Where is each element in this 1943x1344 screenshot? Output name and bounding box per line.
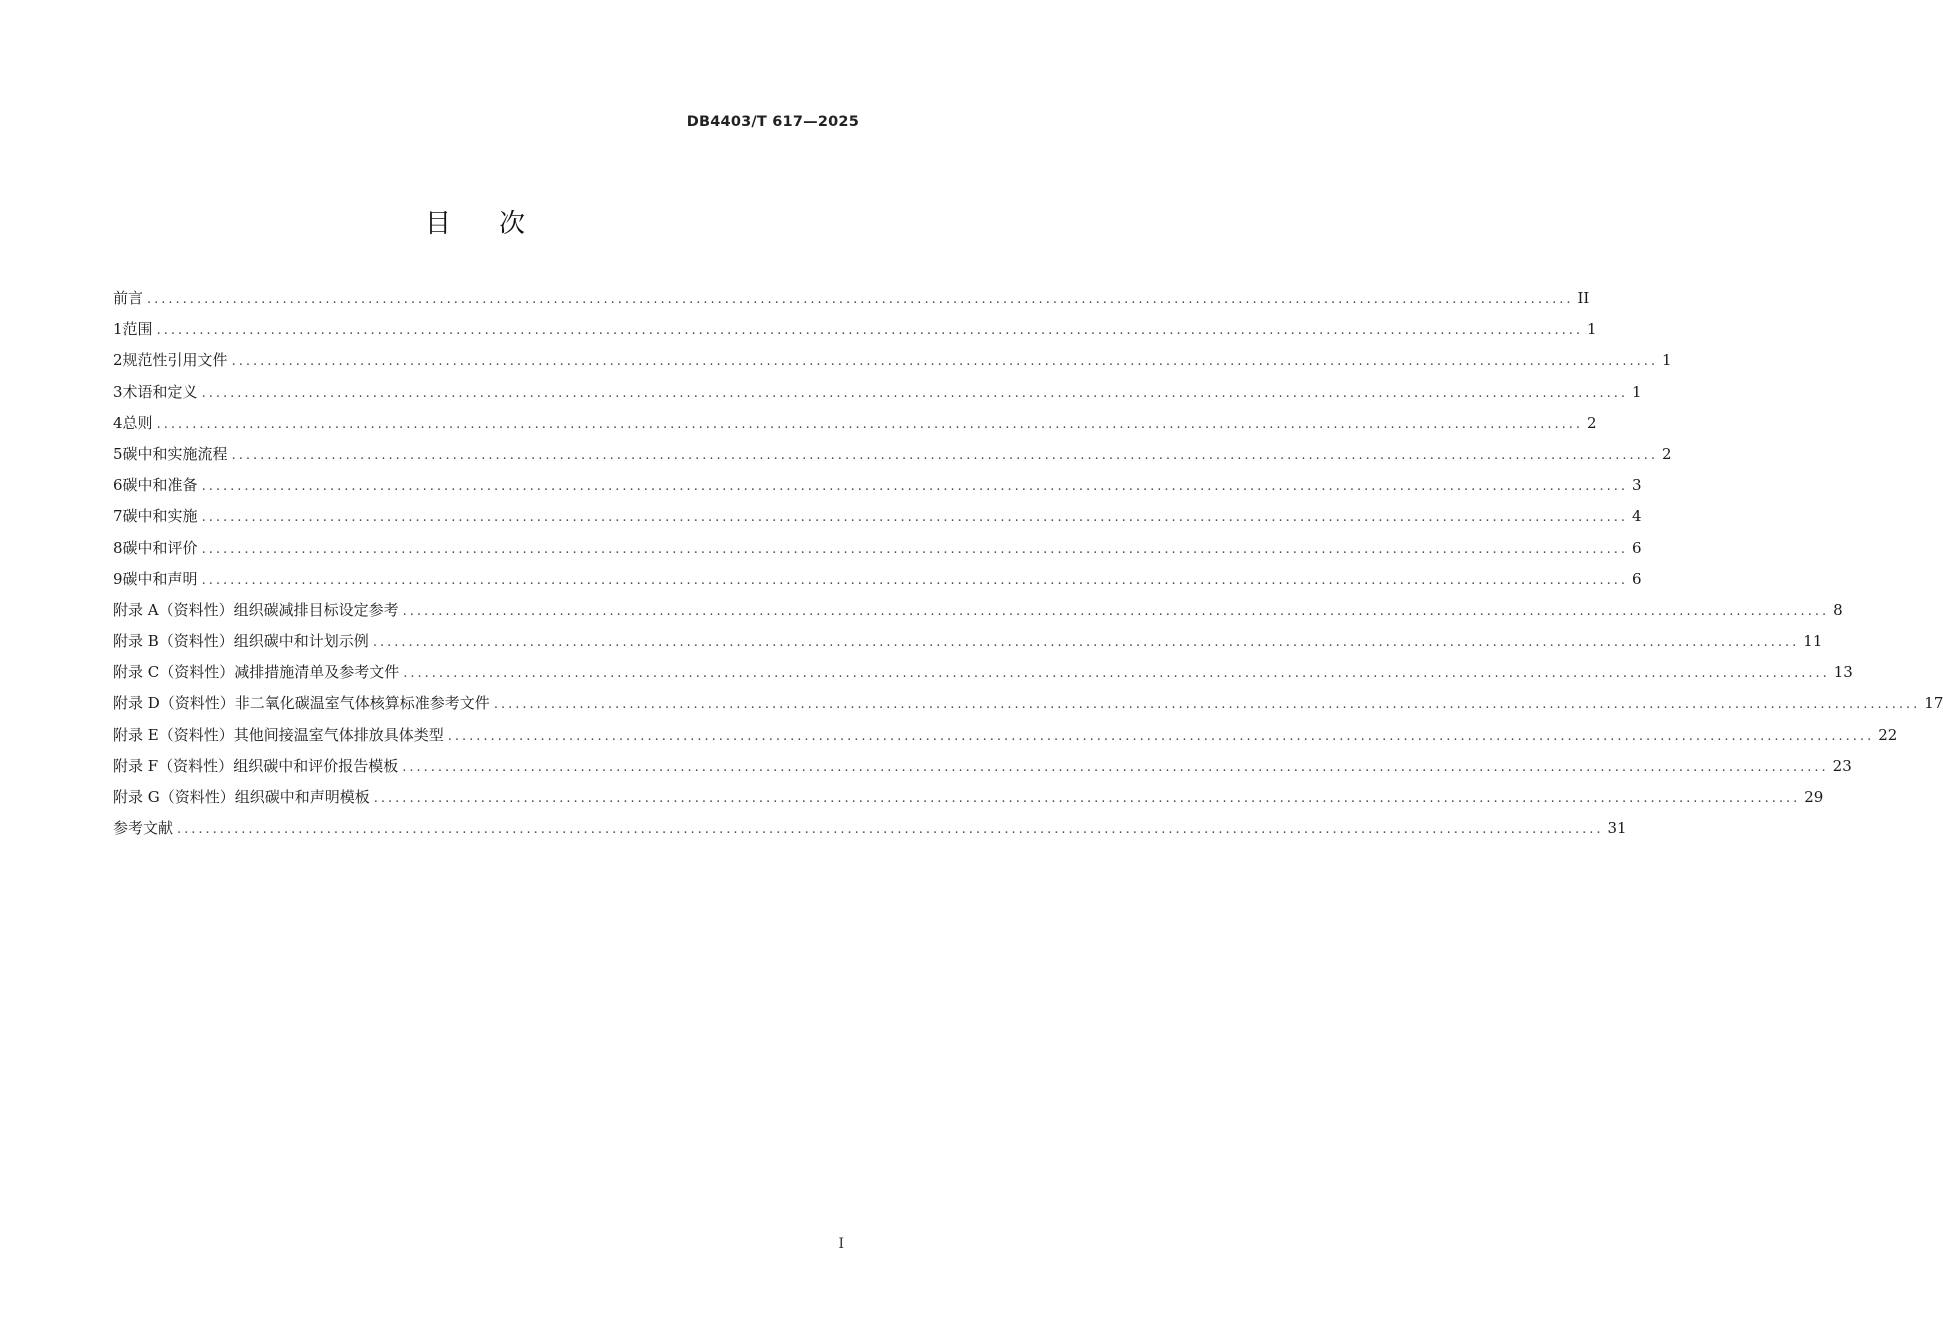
toc-entry[interactable] [113,813,1627,844]
toc-entry-page: 1 [1632,382,1642,401]
toc-entry-appendix-label: 附录 D（资料性） [113,694,235,713]
toc-dot-leader: ........................................................................................................................................................................................................ [201,479,1629,495]
toc-entry-appendix-label: 附录 B（资料性） [113,632,234,651]
toc-entry-title: 组织碳中和计划示例 [233,632,369,651]
toc-entry[interactable] [113,345,1672,376]
toc-entry-number: 4 [113,413,123,432]
toc-dot-leader: ........................................................................................................................................................................................................ [231,354,1659,370]
toc-entry-title: 范围 [122,320,153,339]
toc-entry-title: 非二氧化碳温室气体核算标准参考文件 [234,694,490,713]
document-code: DB4403/T 617—2025 [686,114,859,130]
toc-dot-leader: ........................................................................................................................................................................................................ [231,447,1659,463]
toc-entry[interactable] [113,377,1642,408]
toc-dot-leader: ........................................................................................................................................................................................................ [373,791,1801,806]
toc-entry-page: 4 [1632,507,1642,526]
toc-dot-leader: ........................................................................................................................................................................................................ [156,323,1584,339]
toc-entry-title: 碳中和准备 [122,476,198,495]
toc-entry-title: 规范性引用文件 [122,351,228,370]
toc-entry-title: 组织碳减排目标设定参考 [233,600,399,619]
toc-entry[interactable] [113,408,1597,439]
toc-entry-page: 1 [1662,351,1672,370]
toc-entry-number: 9 [113,569,123,588]
toc-entry-title: 前言 [113,289,144,307]
toc-entry-title: 总则 [122,413,153,432]
toc-entry[interactable] [113,439,1672,470]
toc-entry[interactable] [113,782,1824,813]
table-of-contents [113,283,1943,844]
toc-entry-number: 2 [113,351,123,370]
toc-dot-leader: ........................................................................................................................................................................................................ [156,416,1584,432]
toc-entry-page: 6 [1632,538,1642,557]
toc-entry-title: 组织碳中和声明模板 [234,788,370,806]
page-number: I [838,1236,844,1252]
toc-entry-page: 6 [1632,569,1642,588]
toc-entry-title: 碳中和评价 [122,538,198,557]
toc-dot-leader: ........................................................................................................................................................................................................ [201,385,1629,401]
toc-dot-leader: ........................................................................................................................................................................................................ [177,822,1604,838]
toc-dot-leader: ........................................................................................................................................................................................................ [402,603,1830,619]
toc-entry-page: 31 [1607,819,1627,838]
toc-entry-page: 2 [1587,413,1597,432]
toc-entry-page: 17 [1924,694,1943,713]
toc-entry[interactable] [113,720,1898,751]
toc-entry-appendix-label: 附录 C（资料性） [113,663,235,682]
toc-entry-appendix-label: 附录 F（资料性） [113,756,234,775]
toc-entry[interactable] [113,283,1590,314]
toc-entry[interactable] [113,470,1642,501]
toc-dot-leader: ........................................................................................................................................................................................................ [147,292,1574,307]
toc-entry-title: 参考文献 [113,819,174,838]
toc-entry-page: 23 [1832,756,1852,775]
toc-entry[interactable] [113,501,1642,532]
toc-entry[interactable] [113,564,1642,595]
toc-entry-title: 碳中和实施 [122,507,198,526]
toc-entry[interactable] [113,626,1823,657]
toc-dot-leader: ........................................................................................................................................................................................................ [201,541,1629,557]
toc-entry-number: 7 [113,507,123,526]
toc-dot-leader: ........................................................................................................................................................................................................ [447,728,1875,744]
toc-entry-number: 6 [113,476,123,495]
toc-entry-page: 29 [1804,788,1824,806]
toc-entry-title: 减排措施清单及参考文件 [234,663,400,682]
toc-entry-number: 5 [113,444,123,463]
toc-dot-leader: ........................................................................................................................................................................................................ [403,666,1830,682]
toc-entry-page: 22 [1878,725,1898,744]
toc-dot-leader: ........................................................................................................................................................................................................ [402,759,1829,775]
toc-entry-title: 其他间接温室气体排放具体类型 [233,725,444,744]
toc-entry-page: 3 [1632,476,1642,495]
toc-entry-number: 8 [113,538,123,557]
toc-entry-title: 术语和定义 [122,382,198,401]
toc-entry-number: 3 [113,382,123,401]
toc-entry-title: 碳中和实施流程 [122,444,228,463]
toc-entry-page: 2 [1662,444,1672,463]
toc-title-part2: 次 [499,209,526,239]
toc-entry[interactable] [113,314,1597,345]
toc-entry-page: 1 [1587,320,1597,339]
toc-dot-leader: ........................................................................................................................................................................................................ [493,697,1921,713]
toc-entry-page: 13 [1833,663,1853,682]
toc-entry-appendix-label: 附录 E（资料性） [113,725,234,744]
toc-entry[interactable] [113,595,1843,626]
toc-title-part1: 目 [424,209,451,239]
toc-dot-leader: ........................................................................................................................................................................................................ [372,635,1800,651]
toc-dot-leader: ........................................................................................................................................................................................................ [201,510,1629,526]
toc-entry-appendix-label: 附录 A（资料性） [113,600,234,619]
toc-entry[interactable] [113,751,1852,782]
toc-entry-page: 8 [1833,600,1843,619]
toc-entry-page: II [1577,289,1590,307]
toc-entry-title: 碳中和声明 [122,569,198,588]
toc-entry-title: 组织碳中和评价报告模板 [233,756,399,775]
toc-entry-page: 11 [1803,632,1823,651]
toc-entry[interactable] [113,657,1853,688]
toc-dot-leader: ........................................................................................................................................................................................................ [201,572,1629,588]
toc-entry-number: 1 [113,320,123,339]
toc-title [0,203,950,240]
toc-entry[interactable] [113,688,1943,719]
toc-entry-appendix-label: 附录 G（资料性） [113,788,235,806]
toc-entry[interactable] [113,533,1642,564]
